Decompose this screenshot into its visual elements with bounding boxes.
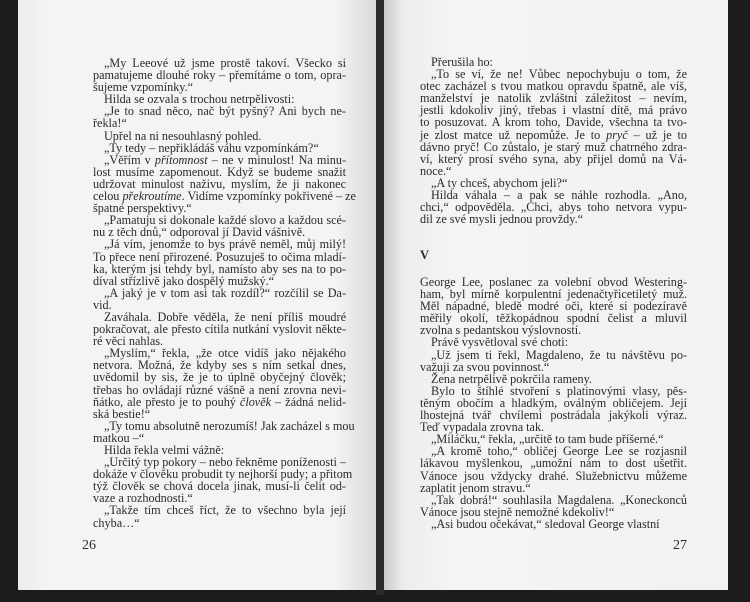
text-line: Bylo to štíhlé stvoření s platinovými vlasy, pěs- (431, 383, 687, 398)
text-line: „Miláčku,“ řekla, „určitě to tam bude příšerné.“ (431, 432, 664, 447)
text-line: šujeme vzpomínky.“ (93, 80, 194, 95)
text-line: ská bestie!“ (93, 406, 151, 421)
text-line: „A kromě toho,“ obličej George Lee se rozjasnil (431, 444, 687, 459)
text-line: „Už jsem ti řekl, Magdaleno, že tu návštěvu po- (431, 347, 687, 362)
text-line: „Určitý typ pokory – nebo řekněme poníženosti – (104, 455, 346, 470)
text-line: pokračovat, ale přesto cítila nutkání vyslovit někte- (93, 322, 346, 337)
paragraph (420, 349, 687, 373)
text-line: „A jaký je v tom asi tak rozdíl?“ rozčílil se Da- (104, 285, 346, 300)
paragraph (420, 276, 687, 336)
paragraph (420, 336, 687, 348)
paragraph (420, 445, 687, 493)
text-line: těným obočím a hladkým, oválným obličejem. Její (420, 395, 687, 410)
text-line: řekla!“ (93, 116, 127, 131)
text-line: ňátko, ale přesto je to pouhý člověk – žádná nelid- (93, 394, 347, 409)
paragraph (93, 347, 346, 420)
text-line: Hilda řekla velmi vážně: (104, 443, 225, 457)
text-line: pamatujeme dlouhé roky – přemítáme o tom, opra- (93, 68, 346, 83)
text-line: George Lee, poslanec za volební obvod Westering- (420, 275, 687, 289)
text-line: „Pamatuju si dokonale každé slovo a každou scé- (104, 213, 346, 228)
text-line: celou překroutíme. Vidíme vzpomínky pokřivené – ze (93, 189, 356, 204)
italic-word: překroutíme (122, 189, 182, 204)
text-line: matkou –“ (93, 430, 145, 445)
page-number-left: 26 (82, 538, 96, 553)
text-line: Hilda váhala – a pak se náhle rozhodla. „Ano, (431, 188, 687, 203)
text-line: Upřel na ni nesouhlasný pohled. (104, 128, 262, 143)
right-page (383, 0, 728, 590)
text-line: ham, byl mírně korpulentní jedenačtyřicetiletý muž. (420, 287, 687, 302)
text-line: „Je to snad něco, nač být pyšný? Ani bych ne- (104, 104, 346, 119)
text-line: „Asi budou očekávat,“ sledoval George vlastní (431, 516, 660, 531)
text-line: „Takže tím chceš říct, že to všechno byla její (104, 503, 346, 518)
left-page (18, 0, 378, 590)
text-line: Vánoce jsou vždycky drahé. Služebnictvu můžeme (420, 468, 687, 483)
paragraph (420, 518, 687, 530)
text-line: jestli kdokoliv jiný, třebas i vlastní dítě, má právo (420, 103, 687, 118)
paragraph (420, 189, 687, 225)
italic-word: pryč (606, 127, 628, 142)
text-line: To přece není přirozené. Posuzuješ to očima mladí- (93, 249, 346, 264)
text-line: nu z těch dnů,“ odporoval jí David vášnivě. (93, 225, 306, 240)
text-line: „To se ví, že ne! Vůbec nepochybuju o tom, že (431, 67, 687, 82)
paragraph (93, 130, 346, 142)
text-line: „Tak dobrá!“ souhlasila Magdalena. „Koneckonců (431, 492, 687, 507)
paragraph (93, 287, 346, 311)
text-line: ví, který prosí svého syna, aby přijel domů na Vá- (420, 151, 687, 166)
text-line: třebas ho ovládají různé vášně a není zrovna nevi- (93, 382, 346, 397)
paragraph (93, 142, 346, 154)
text-line: Žena netrpělivě pokrčila rameny. (431, 371, 592, 386)
italic-word: člověk (239, 394, 272, 409)
text-line: týž člověk se chová docela jinak, musí-li čelit od- (93, 479, 346, 494)
text-line: Vánoce jsou stejně nemožné kdekoliv!“ (420, 504, 615, 519)
text-line: zvolna s pedantskou výslovností. (420, 323, 582, 338)
paragraph (420, 385, 687, 433)
text-line: „Ty tedy – nepřikládáš váhu vzpomínkám?“ (104, 140, 319, 155)
left-page-text (93, 56, 356, 530)
paragraph (420, 494, 687, 518)
text-line: važuji za svou povinnost.“ (420, 359, 550, 374)
text-line: Teď vypadala zrovna tak. (420, 420, 545, 435)
text-line: Přerušila ho: (431, 55, 493, 69)
text-line: ka, kterým jsi tehdy byl, namísto aby ses na to po- (93, 261, 346, 276)
text-line: Právě vysvětloval své choti: (431, 335, 569, 350)
text-line: otec zacházel s tvou matkou opravdu špatně, ale víš, (420, 79, 687, 94)
paragraph (93, 105, 346, 129)
text-line: „Myslím,“ řekla, „že otce vidíš jako nějakého (104, 346, 346, 361)
text-line: ré věci nahlas. (93, 334, 164, 349)
text-line: manželství je natolik zvláštní záležitost – nevím, (420, 91, 687, 106)
paragraph (93, 311, 346, 347)
text-line: udržovat minulost naživu, myslím, že ji nakonec (93, 176, 346, 191)
text-line: chyba…“ (93, 515, 140, 530)
text-line: je zlost matce už nepomůže. Je to pryč – už je to (420, 127, 687, 142)
text-line: „Já vím, jenomže to bys právě neměl, můj milý! (104, 237, 346, 252)
text-line: vaze a rozhodnosti.“ (93, 491, 193, 506)
text-line: „My Leeové už jsme prostě takoví. Všecko si (104, 56, 346, 70)
text-line: chci,“ odpověděla. „Chci, abys toho netvora vypu- (420, 200, 687, 215)
text-line: uvědomil by sis, že je to úplně obyčejný člověk; (93, 370, 346, 385)
text-line: lhostejná tvář chvílemi postrádala jakýkoli výraz. (420, 408, 687, 423)
text-line: vid. (93, 297, 112, 312)
text-line: zaplatit jenom stravu.“ (420, 480, 531, 495)
paragraph (93, 455, 353, 506)
page-number-right: 27 (673, 538, 687, 553)
italic-word: přítomnost (154, 152, 208, 167)
text-line: Zaváhala. Dobře věděla, že není příliš moudré (104, 309, 346, 324)
text-line: „Věřím v přítomnost – ne v minulost! Na minu- (104, 152, 347, 167)
text-line: špatné perspektivy.“ (93, 201, 192, 216)
text-line: lákavou myšlenkou, „umožní nám to dost ušetřit. (420, 456, 687, 471)
text-line: noce.“ (420, 163, 452, 178)
paragraph (93, 418, 355, 445)
text-line: díval střízlivě jako dospělý mužský.“ (93, 273, 275, 288)
paragraph (93, 238, 346, 286)
paragraph (93, 504, 346, 528)
text-line: dávno pryč! Co zůstalo, je starý muž chatrného zdra- (420, 139, 687, 154)
paragraph (93, 214, 346, 238)
text-line: netvora. Možná, že kdyby ses s ním setkal dnes, (93, 358, 346, 373)
text-line: měřily okolí, těžkopádnou spodní čelist a mluvil (420, 311, 687, 326)
text-line: lost musíme zapomenout. Když se budeme snažit (93, 164, 346, 179)
text-line: Měl nápadné, bledě modré oči, které si podezíravě (420, 299, 687, 314)
text-line: „A ty chceš, abychom jeli?“ (431, 175, 568, 190)
paragraph (420, 68, 687, 177)
right-page-text (420, 56, 687, 225)
text-line: dil ze své mysli jednou provždy.“ (420, 212, 584, 227)
text-line: to posuzovat. A krom toho, Davide, všechna ta tvo- (420, 115, 687, 130)
text-line: „Ty tomu absolutně nerozumíš! Jak zacházel s mou (104, 418, 355, 433)
chapter-text (420, 276, 687, 530)
text-line: dokáže v člověku probudit ty nejhorší pudy; a přitom (93, 467, 353, 482)
paragraph (93, 152, 356, 216)
book-gutter (376, 0, 384, 595)
paragraph (93, 57, 346, 93)
chapter-heading: V (420, 248, 430, 262)
text-line: Hilda se ozvala s trochou netrpělivosti: (104, 92, 295, 107)
